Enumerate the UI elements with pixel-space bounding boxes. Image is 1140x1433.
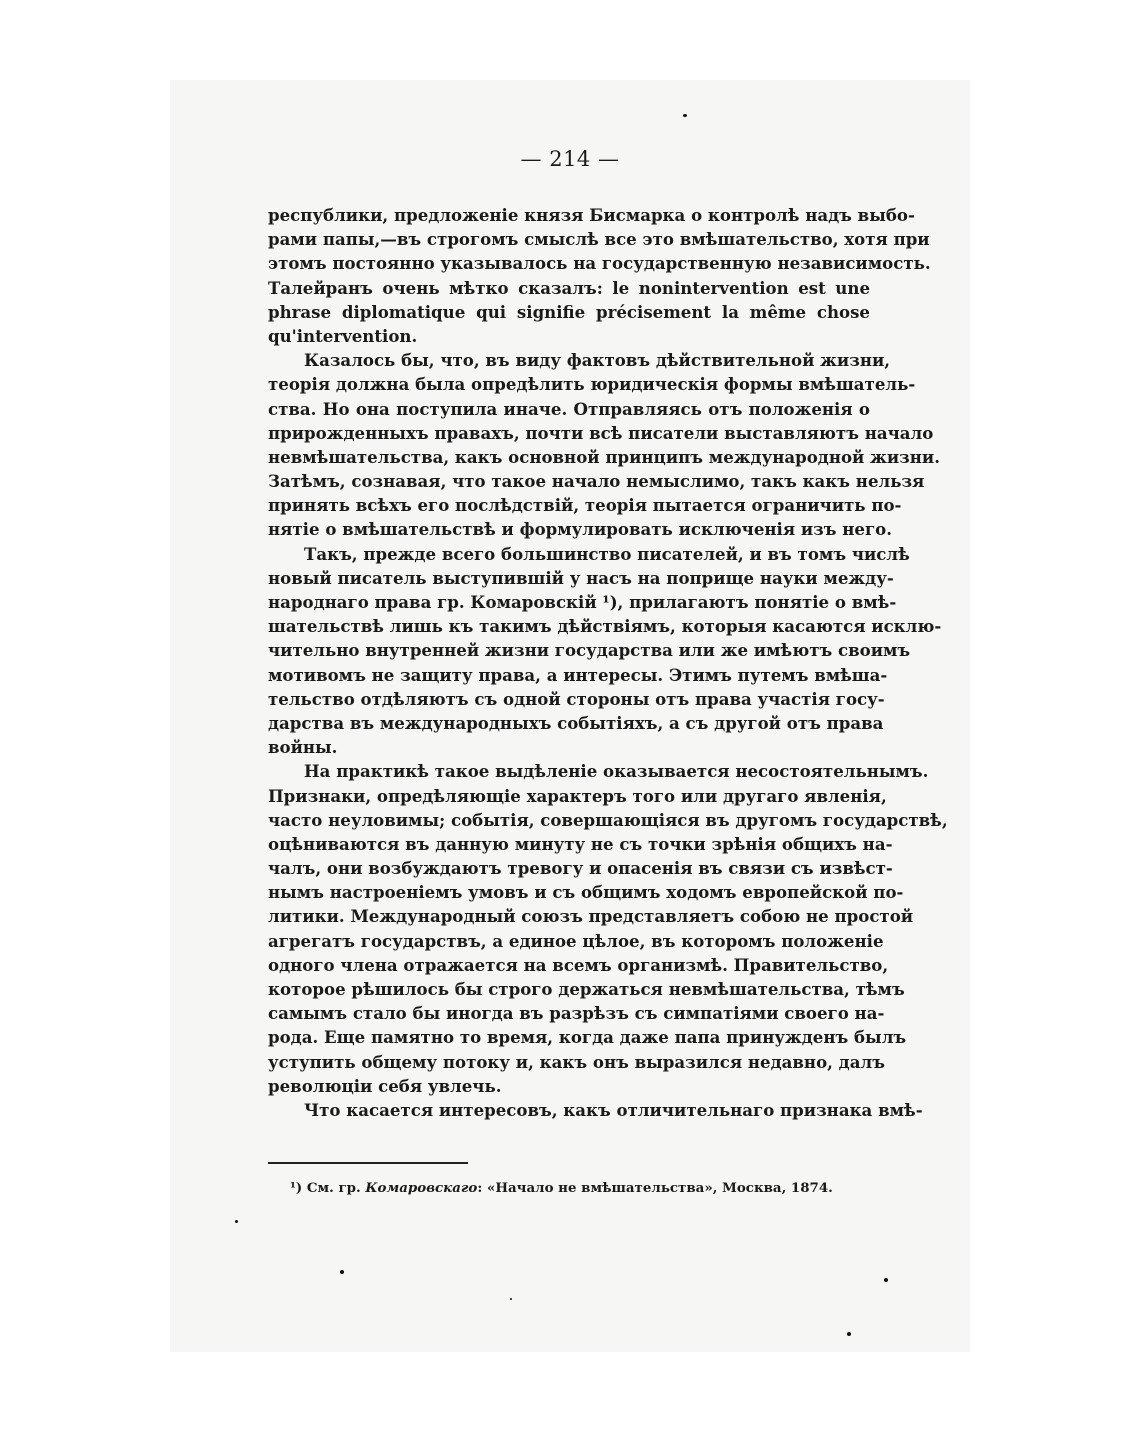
footnote-rule [268, 1162, 468, 1164]
footnote-rest: : «Начало не вмѣшательства», Москва, 1874. [477, 1180, 833, 1196]
text-line: рода. Еще памятно то время, когда даже папа принужденъ былъ [268, 1027, 907, 1048]
text-line: которое рѣшилось бы строго держаться невмѣшательства, тѣмъ [268, 979, 905, 999]
text-line: qu'intervention. [268, 325, 418, 346]
text-line: войны. [268, 737, 338, 758]
text-line: На практикѣ такое выдѣленiе оказывается несостоятельнымъ. [304, 761, 929, 782]
text-line: Что касается интересовъ, какъ отличительнаго признака вмѣ- [304, 1099, 923, 1120]
text-line: Такъ, прежде всего большинство писателей, и въ томъ числѣ [304, 543, 910, 564]
text-line: невмѣшательства, какъ основной принципъ международной жизни. [268, 446, 940, 467]
text-line: чалъ, они возбуждаютъ тревогу и опасенiя въ связи съ извѣст- [268, 858, 893, 879]
text-line: дарства въ международныхъ событiяхъ, а съ другой отъ права [268, 712, 884, 733]
text-line: Признаки, опредѣляющiе характеръ того или другаго явленiя, [268, 785, 887, 806]
text-line: нымъ настроенiемъ умовъ и съ общимъ ходомъ европейской по- [268, 882, 904, 903]
text-line: республики, предложенiе князя Бисмарка о контролѣ надъ выбо- [268, 205, 915, 225]
footnote-author: Комаровскаго [365, 1180, 478, 1196]
text-line: ства. Но она поступила иначе. Отправляясь отъ положенiя о [268, 398, 870, 419]
scan-speck [683, 114, 687, 117]
text-line: чительно внутренней жизни государства или же имѣютъ своимъ [268, 640, 911, 661]
text-line: шательствѣ лишь къ такимъ дѣйствiямъ, которыя касаются исклю- [268, 616, 942, 637]
text-line: тельство отдѣляютъ съ одной стороны отъ права участiя госу- [268, 688, 885, 709]
text-line: прирожденныхъ правахъ, почти всѣ писатели выставляютъ начало [268, 422, 934, 443]
scan-speck [847, 1332, 851, 1336]
text-line: народнаго права гр. Комаровскiй ¹), прилагаютъ понятiе о вмѣ- [268, 592, 897, 612]
scan-speck [884, 1278, 888, 1282]
text-line: этомъ постоянно указывалось на государственную независимость. [268, 253, 931, 274]
footnote-marker: ¹) См. гр. [290, 1180, 366, 1196]
text-line: теорiя должна была опредѣлить юридическiя формы вмѣшатель- [268, 374, 916, 395]
scan-speck [340, 1270, 344, 1274]
text-line: литики. Международный союзъ представляетъ собою не простой [268, 906, 914, 927]
text-line: самымъ стало бы иногда въ разрѣзъ съ симпатiями своего на- [268, 1003, 885, 1024]
text-line: phrase diplomatique qui signifie précisement la même chose [268, 301, 870, 322]
footnote [290, 1180, 850, 1196]
text-line: принять всѣхъ его послѣдствiй, теорiя пытается ограничить по- [268, 495, 902, 516]
text-line: нятiе о вмѣшательствѣ и формулировать исключенiя изъ него. [268, 519, 892, 540]
text-line: новый писатель выступившiй у насъ на поприще науки между- [268, 567, 894, 588]
scan-speck [510, 1298, 512, 1300]
text-line: Казалось бы, что, въ виду фактовъ дѣйствительной жизни, [304, 350, 891, 371]
text-line: одного члена отражается на всемъ организмѣ. Правительство, [268, 954, 889, 975]
text-line: рами папы,—въ строгомъ смыслѣ все это вмѣшательство, хотя при [268, 229, 930, 250]
text-line: революцiи себя увлечь. [268, 1075, 502, 1096]
text-line: агрегатъ государствъ, а единое цѣлое, въ которомъ положенiе [268, 930, 884, 951]
text-line: Талейранъ очень мѣтко сказалъ: le nonintervention est une [268, 277, 870, 298]
text-line: уступить общему потоку и, какъ онъ выразился недавно, далъ [268, 1051, 885, 1072]
text-line: Затѣмъ, сознавая, что такое начало немыслимо, такъ какъ нельзя [268, 471, 925, 492]
scan-speck [235, 1220, 238, 1223]
page-number: — 214 — [520, 147, 620, 171]
body-text [268, 203, 948, 1122]
text-line: оцѣниваются въ данную минуту не съ точки зрѣнiя общихъ на- [268, 833, 893, 854]
text-line: мотивомъ не защиту права, а интересы. Этимъ путемъ вмѣша- [268, 664, 888, 685]
text-line: часто неуловимы; событiя, совершающiяся въ другомъ государствѣ, [268, 809, 948, 830]
